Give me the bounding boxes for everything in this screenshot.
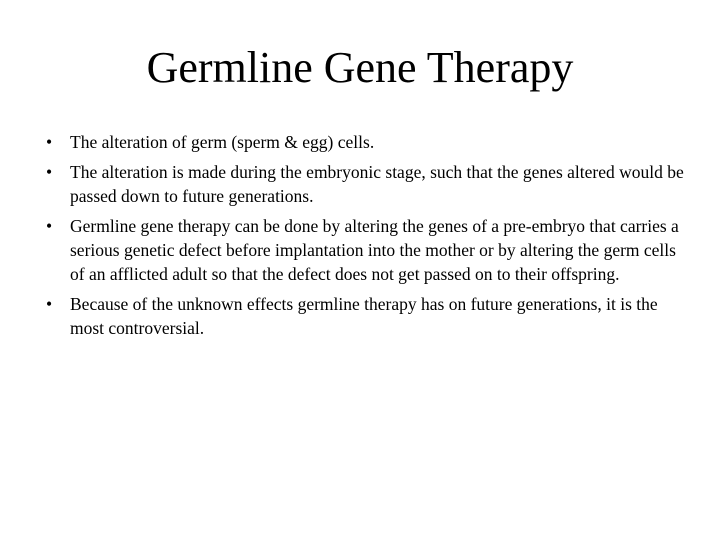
bullet-icon: •	[46, 294, 53, 314]
bullet-item	[46, 130, 686, 154]
bullet-icon: •	[46, 216, 53, 236]
bullet-icon: •	[46, 162, 53, 182]
bullet-list	[46, 130, 686, 346]
bullet-text: The alteration of germ (sperm & egg) cells.	[70, 132, 375, 152]
bullet-icon: •	[46, 132, 53, 152]
bullet-item	[46, 214, 686, 286]
bullet-text: The alteration is made during the embryonic stage, such that the genes altered would be passed down to future generations.	[70, 162, 684, 206]
bullet-item	[46, 160, 686, 208]
slide-title: Germline Gene Therapy	[146, 43, 574, 92]
bullet-text: Germline gene therapy can be done by altering the genes of a pre-embryo that carries a serious genetic defect before implantation into the mother or by altering the germ cells of an afflicted adult so that the defect does not get passed on to their offspring.	[70, 216, 679, 284]
bullet-text: Because of the unknown effects germline therapy has on future generations, it is the most controversial.	[70, 294, 658, 338]
bullet-item	[46, 292, 686, 340]
